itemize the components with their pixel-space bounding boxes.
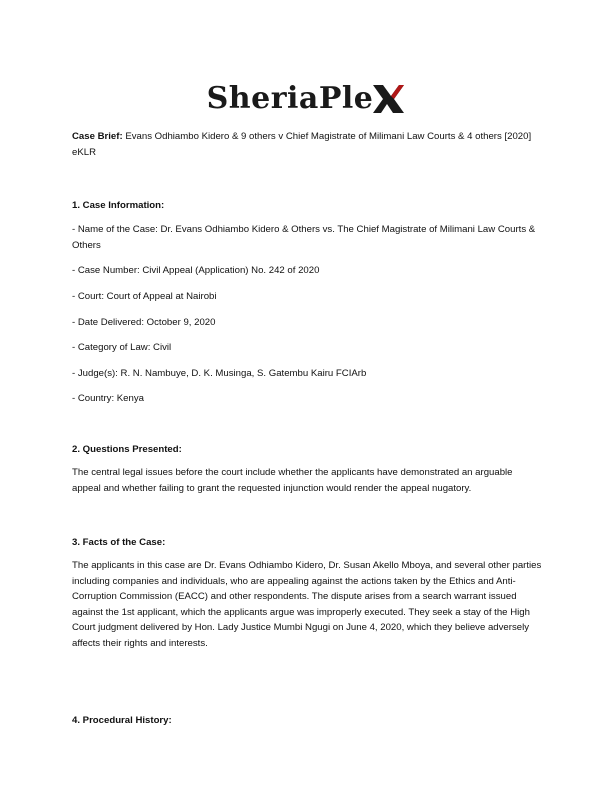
case-info-name: - Name of the Case: Dr. Evans Odhiambo Kidero & Others vs. The Chief Magistrate of Milimani Law Courts & Others bbox=[72, 224, 536, 251]
case-info-judges: - Judge(s): R. N. Nambuye, D. K. Musinga, S. Gatembu Kairu FCIArb bbox=[72, 368, 367, 379]
case-brief-label: Case Brief: bbox=[72, 131, 123, 142]
case-info-court: - Court: Court of Appeal at Nairobi bbox=[72, 291, 217, 302]
case-brief-title: Evans Odhiambo Kidero & 9 others v Chief Magistrate of Milimani Law Courts & 4 others [2020] eKLR bbox=[72, 131, 532, 158]
case-brief bbox=[72, 129, 542, 160]
case-info-number: - Case Number: Civil Appeal (Application) No. 242 of 2020 bbox=[72, 265, 320, 276]
logo-wordmark: SheriaPle bbox=[206, 81, 374, 116]
section-heading-procedural-history: 4. Procedural History: bbox=[72, 715, 172, 726]
case-info-country: - Country: Kenya bbox=[72, 393, 144, 404]
facts-body: The applicants in this case are Dr. Evans Odhiambo Kidero, Dr. Susan Akello Mboya, and several other parties including companies and individuals, who are appealing against the actions taken by the Ethics and Anti-Corruption Commission (EACC) and other respondents. The dispute arises from a search warrant issued against the 1st applicant, which the applicants argue was improperly executed. They seek a stay of the High Court judgment delivered by Hon. Lady Justice Mumbi Ngugi on June 4, 2020, which they believe adversely affects their rights and interests. bbox=[72, 560, 542, 649]
section-heading-questions-presented: 2. Questions Presented: bbox=[72, 444, 182, 455]
section-heading-case-information: 1. Case Information: bbox=[72, 200, 165, 211]
questions-presented-body: The central legal issues before the court include whether the applicants have demonstrated an arguable appeal and whether failing to grant the requested injunction would render the appeal nugatory. bbox=[72, 467, 513, 494]
section-heading-facts: 3. Facts of the Case: bbox=[72, 537, 166, 548]
case-info-date: - Date Delivered: October 9, 2020 bbox=[72, 317, 216, 328]
case-info-category: - Category of Law: Civil bbox=[72, 342, 172, 353]
logo-x-mark-icon bbox=[371, 83, 405, 115]
sheriaplex-logo bbox=[0, 78, 612, 120]
